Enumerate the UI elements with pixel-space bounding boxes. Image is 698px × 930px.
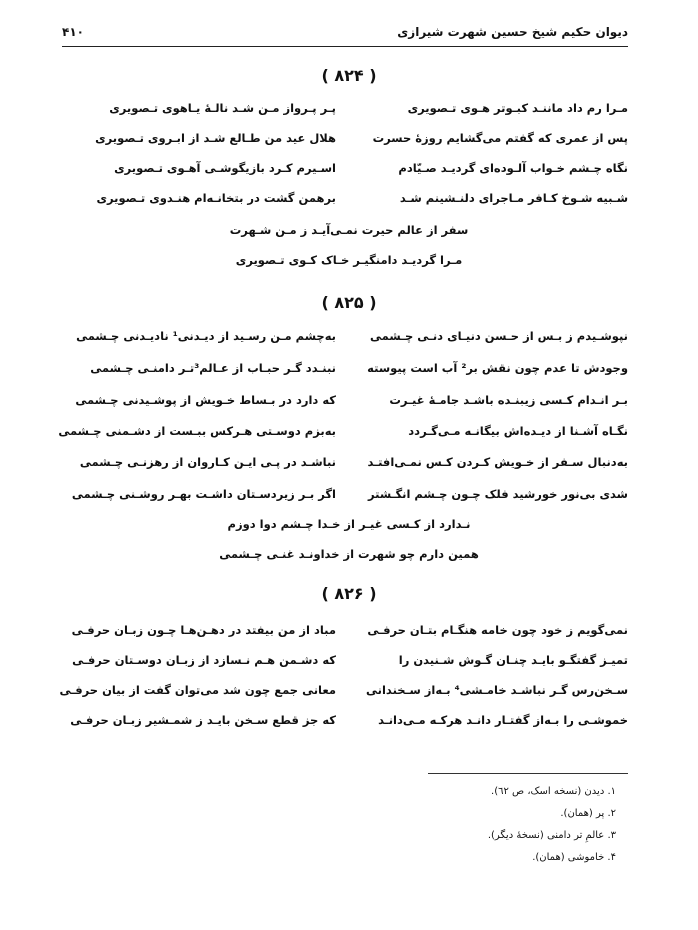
running-header (62, 20, 628, 44)
verse-row (62, 188, 628, 208)
hemistich-second: اسـیرم کـرد بازیگوشـی آهـوی تـصویری (114, 161, 336, 175)
footnote: ۱. دیدن (نسخه اسک، ص ٦٢). (491, 786, 616, 797)
hemistich-second: پـر پـرواز مـن شـد نالـهٔ یـاهوی تـصویری (109, 101, 336, 115)
hemistich-first: وجودش تا عدم چون نقش بر² آب است پیوسته (367, 361, 628, 375)
verse-row (62, 650, 628, 670)
page-number: ۴۱۰ (62, 25, 84, 39)
hemistich-second: برهمن گشت در بتخانـه‌ام هنـدوی تـصویری (96, 191, 336, 205)
hemistich-second: معانی جمع چون شد می‌توان گفت از بیان حرفـی (59, 683, 336, 697)
running-title: دیوان حکیم شیخ حسین شهرت شیرازی (397, 25, 628, 39)
verse-row (58, 421, 628, 441)
hemistich-first: بـر انـدام کـسی زیبنـده باشـد جامـهٔ غیـرت (389, 393, 628, 407)
hemistich-second: به‌بزم دوسـتی هـرکس ببـست از دشـمنی چـشمی (58, 424, 336, 438)
verse-row (59, 680, 628, 700)
hemistich-first: پس از عمری که گفتم می‌گشایم روزهٔ حسرت (372, 131, 628, 145)
poem-number: ( ۸۲۵ ) (321, 293, 377, 312)
verse-row (62, 98, 628, 118)
closing-hemistich: همین دارم چو شهرت از خداونـد غنـی چـشمی (219, 547, 479, 561)
hemistich-second: نباشـد در پـی ایـن کـاروان از رهزنـی چـشمی (79, 455, 336, 469)
verse-row (62, 158, 628, 178)
hemistich-first: شـبیه شـوخ کـافر مـاجرای دلنـشینم شـد (399, 191, 628, 205)
verse-row (62, 710, 628, 730)
footnote: ۲. پر (همان). (560, 808, 616, 819)
verse-row (62, 452, 628, 472)
hemistich-first: به‌دنبال سـفر از خـویش کـردن کـس نمـی‌افتـد (367, 455, 628, 469)
poem-number: ( ۸۲۴ ) (321, 66, 377, 85)
footnote-rule (428, 773, 628, 774)
hemistich-first: خموشـی را بـه‌از گفتـار دانـد هرکـه مـی‌دانـد (378, 713, 628, 727)
hemistich-second: اگر بـر زیردسـتان داشـت بهـر روشـنی چـشمی (71, 487, 336, 501)
hemistich-first: تمیـز گفتگـو بایـد چنـان گـوش شـنیدن را (398, 653, 628, 667)
verse-row (62, 358, 628, 378)
hemistich-second: مباد از من بیفتد در دهـن‌هـا چـون زبـان حرفـی (71, 623, 336, 637)
hemistich-first: نگاه چـشم خـواب آلـوده‌ای گردیـد صـیّادم (398, 161, 628, 175)
closing-hemistich: مـرا گردیـد دامنگیـر خـاک کـوی تـصویری (235, 253, 463, 267)
poem-number: ( ۸۲۶ ) (321, 584, 377, 603)
closing-hemistich: نـدارد از کـسی غیـر از خـدا چـشم دوا دوزم (227, 517, 471, 531)
hemistich-second: به‌چشم مـن رسـید از دیـدنی¹ نادیـدنی چـشمی (76, 329, 336, 343)
footnote: ۳. عالمِ تر دامنی (نسخهٔ دیگر). (487, 830, 616, 841)
closing-hemistich: سفر از عالم حیرت نمـی‌آیـد ز مـن شـهرت (229, 223, 469, 237)
hemistich-second: که دارد در بـساط خـویش از پوشـیدنی چـشمی (75, 393, 336, 407)
hemistich-second: که دشـمن هـم نـسازد از زبـان دوسـتان حرفـی (72, 653, 336, 667)
hemistich-second: نبنـدد گـر حبـاب از عـالم³تـر دامنـی چـشمی (90, 361, 336, 375)
hemistich-second: که جز قطع سـخن بایـد ز شمـشیر زبـان حرفـی (70, 713, 336, 727)
verse-row (62, 390, 628, 410)
hemistich-first: سـخن‌رس گـر نباشـد خامـشی⁴ بـه‌از سـخندانی (366, 683, 628, 697)
verse-row (62, 484, 628, 504)
header-rule (62, 46, 628, 47)
verse-row (62, 326, 628, 346)
hemistich-first: نپوشـیدم ز بـس از حـسن دنیـای دنـی چـشمی (370, 329, 628, 343)
hemistich-first: مـرا رم داد ماننـد کبـوتر هـوی تـصویری (407, 101, 628, 115)
hemistich-second: هلال عید من طـالع شـد از ابـروی تـصویری (95, 131, 336, 145)
verse-row (62, 620, 628, 640)
hemistich-first: شدی بی‌نور خورشید فلک چـون چـشم انگـشتر (368, 487, 628, 501)
verse-row (62, 128, 628, 148)
footnote: ۴. خاموشی (همان). (532, 852, 616, 863)
hemistich-first: نگـاه آشـنا از دیـده‌اش بیگانـه مـی‌گـردد (408, 424, 628, 438)
hemistich-first: نمی‌گویم ز خود چون خامه هنگـام بتـان حرفـی (367, 623, 628, 637)
